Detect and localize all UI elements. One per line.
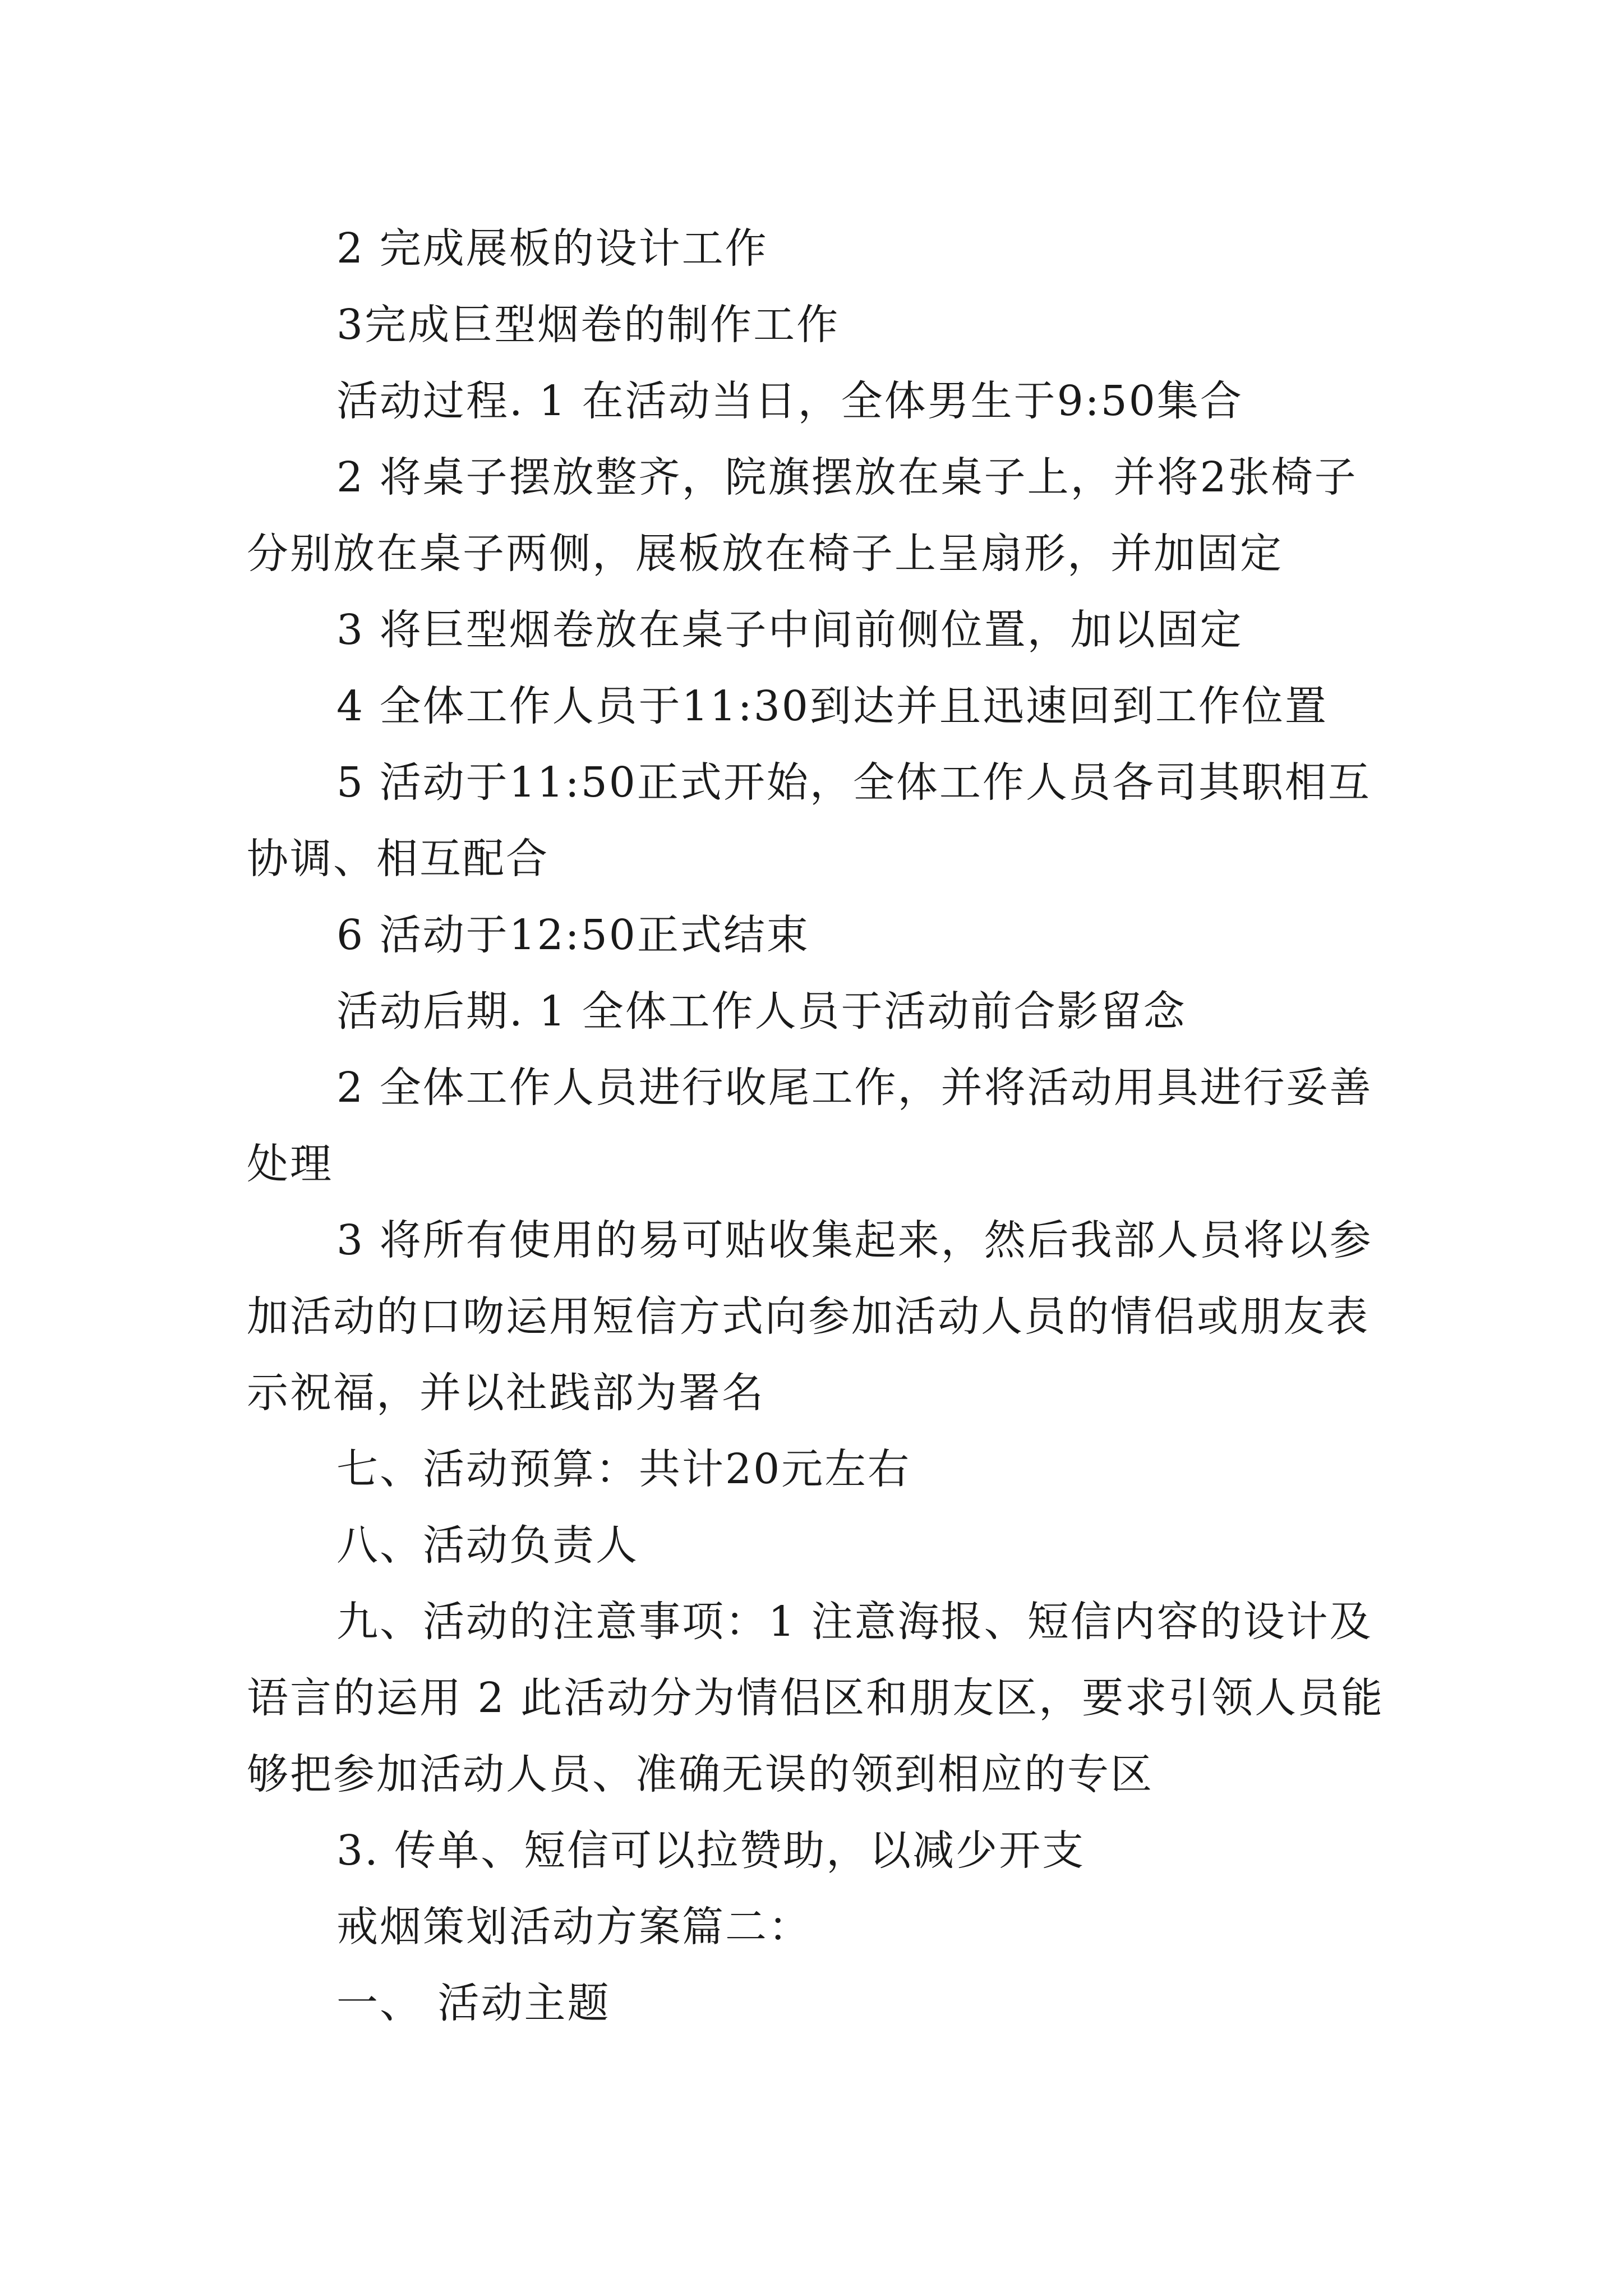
paragraph-6: 4 全体工作人员于11:30到达并且迅速回到工作位置: [336, 682, 1328, 730]
paragraph-3: 活动过程. 1 在活动当日，全体男生于9:50集合: [336, 377, 1243, 425]
document-body: [247, 210, 1385, 2041]
paragraph-4: 2 将桌子摆放整齐，院旗摆放在桌子上，并将2张椅子分别放在桌子两侧，展板放在椅子上呈扇形，并加固定: [247, 453, 1358, 578]
paragraph-13: 八、活动负责人: [336, 1521, 639, 1570]
paragraph-9: 活动后期. 1 全体工作人员于活动前合影留念: [336, 987, 1187, 1036]
paragraph-15: 3. 传单、短信可以拉赞助，以减少开支: [336, 1826, 1086, 1875]
paragraph-14: 九、活动的注意事项：1 注意海报、短信内容的设计及语言的运用 2 此活动分为情侣区和朋友区，要求引领人员能够把参加活动人员、准确无误的领到相应的专区: [247, 1598, 1385, 1798]
paragraph-11: 3 将所有使用的易可贴收集起来，然后我部人员将以参加活动的口吻运用短信方式向参加活动人员的情侣或朋友表示祝福，并以社践部为署名: [247, 1216, 1373, 1417]
paragraph-8: 6 活动于12:50正式结束: [336, 911, 810, 959]
paragraph-5: 3 将巨型烟卷放在桌子中间前侧位置，加以固定: [336, 606, 1243, 654]
paragraph-7: 5 活动于11:50正式开始，全体工作人员各司其职相互协调、相互配合: [247, 758, 1371, 883]
paragraph-12: 七、活动预算：共计20元左右: [336, 1445, 911, 1493]
paragraph-17: 一、 活动主题: [336, 1979, 611, 2027]
paragraph-1: 2 完成展板的设计工作: [336, 224, 768, 273]
paragraph-10: 2 全体工作人员进行收尾工作，并将活动用具进行妥善处理: [247, 1064, 1373, 1188]
paragraph-2: 3完成巨型烟卷的制作工作: [336, 301, 840, 349]
paragraph-16: 戒烟策划活动方案篇二：: [336, 1903, 811, 1951]
